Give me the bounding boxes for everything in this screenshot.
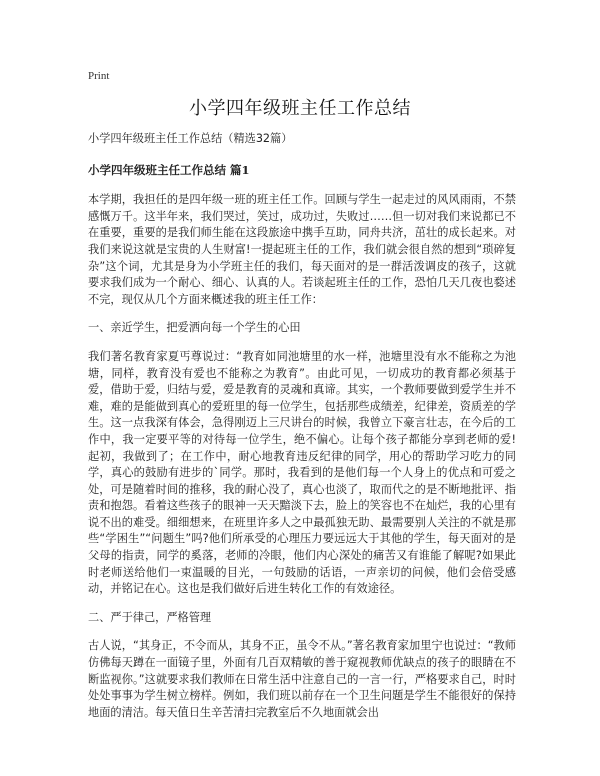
section-heading-2: 二、严于律己，严格管理 (88, 610, 212, 624)
paragraph-intro: 本学期，我担任的是四年级一班的班主任工作。回顾与学生一起走过的风风雨雨，不禁感慨万千。这半年来，我们哭过，笑过，成功过，失败过……但一切对我们来说都已不在重要，重要的是我们师生能在这段旅途中携手互助，同舟共济，茁壮的成长起来。对我们来说这就是宝贵的人生财富!一提起班主任的工作，我们就会很自然的想到“琐碎复杂”这个词，尤其是身为小学班主任的我们，每天面对的是一群活泼调皮的孩子，这就要求我们成为一个耐心、细心、认真的人。若谈起班主任的工作，恐怕几天几夜也婺述不完，现仅从几个方面来概述我的班主任工作： (88, 193, 516, 306)
section-heading-1: 一、亲近学生，把爱洒向每一个学生的心田 (88, 321, 301, 335)
paragraph-love: 我们著名教育家夏丐尊说过：“教育如同池塘里的水一样，池塘里没有水不能称之为池塘，同样，教育没有爱也不能称之为教育”。由此可见，一切成功的教育都必须基于爱，借助于爱，归结与爱，爱是教育的灵魂和真谛。其实，一个教师要做到爱学生并不难，难的是能做到真心的爱班里的每一位学生，包括那些成绩差，纪律差，资质差的学生。这一点我深有体会，急得刚迈上三尺讲台的时候，我曾立下豪言壮志，在今后的工作中，我一定要平等的对待每一位学生，绝不偏心。让每个孩子都能分享到老师的爱!起初，我做到了；在工作中，耐心地教育违反纪律的同学，用心的帮助学习吃力的同学，真心的鼓励有进步的`同学。那时，我看到的是他们每一个人身上的优点和可爱之处，可是随着时间的推移，我的耐心没了，真心也淡了，取而代之的是不断地批评、指责和抱怨。看着这些孩子的眼神一天天黯淡下去，脸上的笑容也不在灿烂，我的心里有说不出的难受。细细想来，在班里许多人之中最孤独无助、最需要别人关注的不就是那些“学困生”“问题生”吗?他们所承受的心理压力要远远大于其他的学生，每天面对的是父母的指责，同学的奚落，老师的冷眼，他们内心深处的痛苦又有谁能了解呢?如果此时老师送给他们一束温暖的目光，一句鼓励的话语，一声亲切的问候，他们会倍受感动，并铭记在心。这也是我们做好后进生转化工作的有效途径。 (88, 349, 516, 596)
print-label: Print (88, 70, 110, 82)
document-content (88, 131, 516, 733)
paragraph-discipline: 古人说，“其身正，不令而从，其身不正，虽令不从。”著名教育家加里宁也说过：“教师仿佛每天蹲在一面镜子里，外面有几百双精敏的善于窥视教师优缺点的孩子的眼睛在不断监视你。”这就要求我们教师在日常生活中注意自己的一言一行，严格要求自己，时时处处事事为学生树立榜样。例如，我们班以前存在一个卫生问题是学生不能很好的保持地面的清洁。每天值日生辛苦清扫完教室后不久地面就会出 (88, 639, 516, 719)
document-subtitle: 小学四年级班主任工作总结（精选32篇） (88, 132, 293, 145)
document-title: 小学四年级班主任工作总结 (189, 98, 411, 119)
section-heading: 小学四年级班主任工作总结 篇1 (88, 162, 250, 177)
